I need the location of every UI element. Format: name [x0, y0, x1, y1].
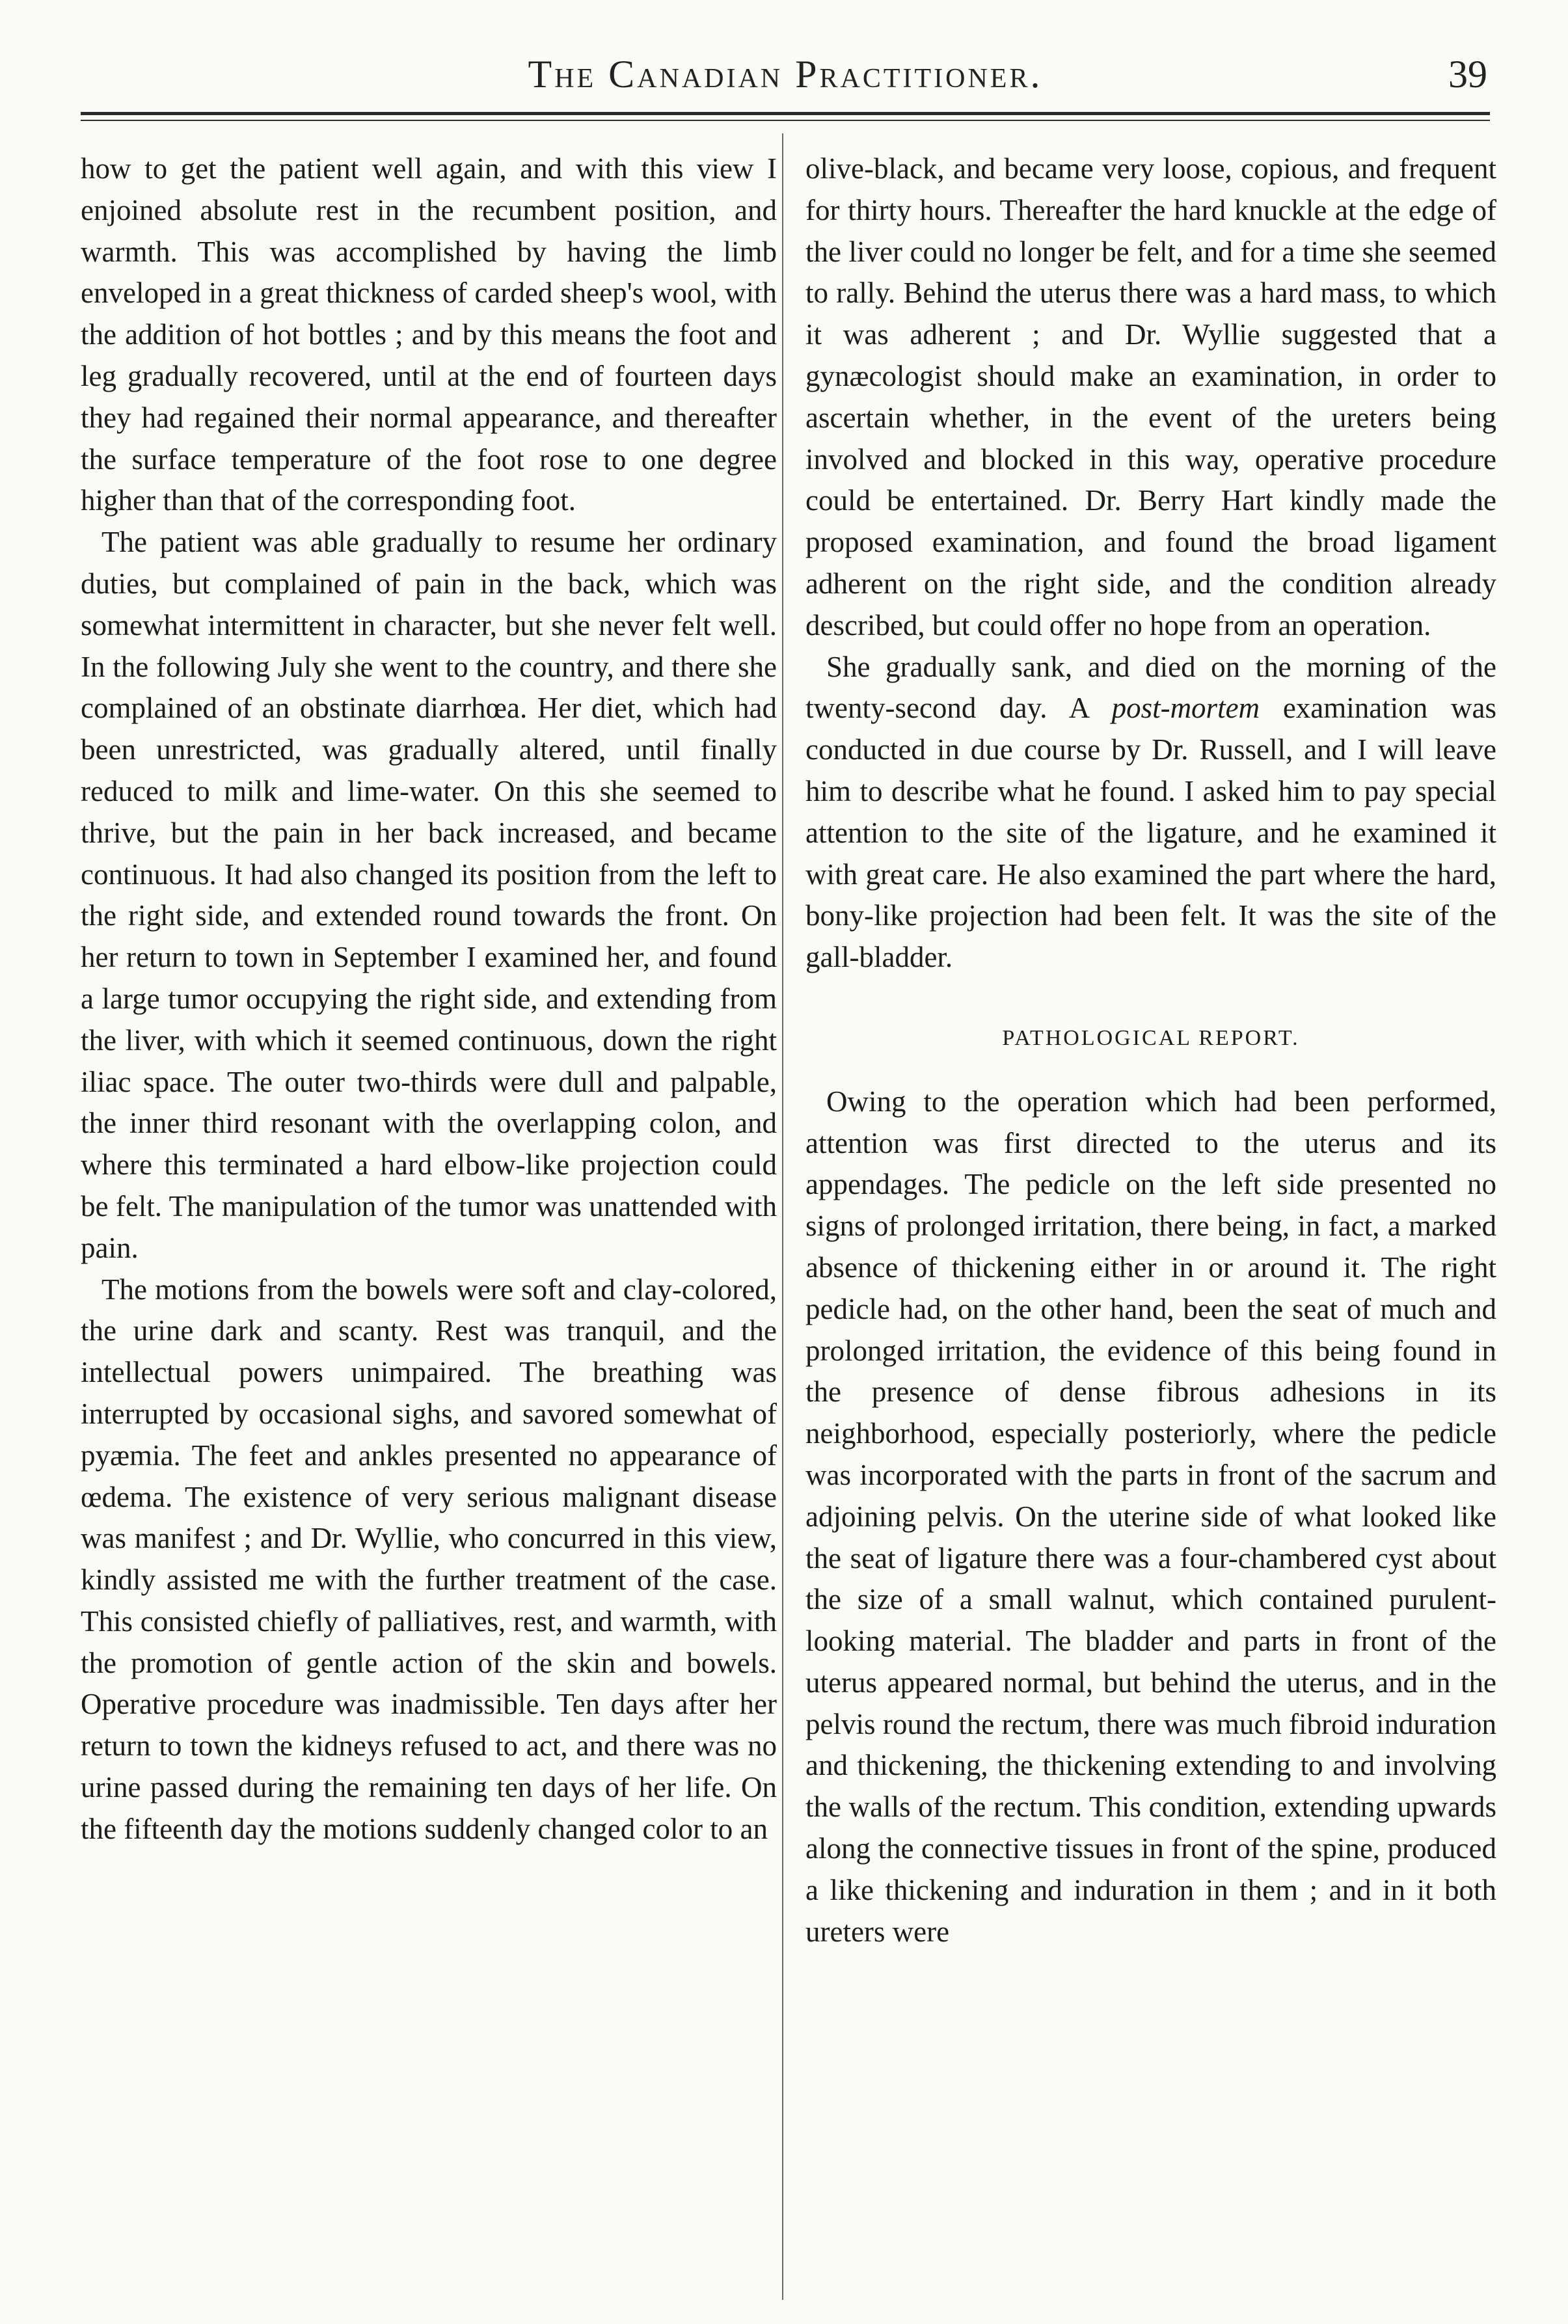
right-paragraph-2 — [805, 647, 1496, 979]
right-paragraph-2-start: She gradually sank, and died on the morning of the twenty-second day. A — [805, 650, 1496, 725]
left-paragraph-3: The motions from the bowels were soft and clay-colored, the urine dark and scanty. Rest was tranquil, and the intellectual powers unimpaired. The breathing was interrupted by occasional sighs, and savored somewhat of pyæmia. The feet and ankles presented no appearance of œdema. The existence of very serious malignant disease was manifest ; and Dr. Wyllie, who concurred in this view, kindly assisted me with the further treatment of the case. This consisted chiefly of palliatives, rest, and warmth, with the promotion of gentle action of the skin and bowels. Operative procedure was inadmissible. Ten days after her return to town the kidneys refused to act, and there was no urine passed during the remaining ten days of her life. On the fifteenth day the motions suddenly changed color to an — [81, 1273, 777, 1845]
post-mortem-term: post-mortem — [1111, 692, 1260, 725]
column-divider — [782, 133, 783, 2300]
page-number: 39 — [1448, 53, 1487, 96]
left-column — [81, 148, 777, 1850]
header-rule-thick — [81, 112, 1490, 115]
right-paragraph-3: Owing to the operation which had been performed, attention was first directed to the uterus and its appendages. The pedicle on the left side presented no signs of prolonged irritation, there being, in fact, a marked absence of thickening either in or around it. The right pedicle had, on the other hand, been the seat of much and prolonged irritation, the evidence of this being found in the presence of dense fibrous adhesions in its neighborhood, especially posteriorly, where the pedicle was incorporated with the parts in front of the sacrum and adjoining pelvis. On the uterine side of what looked like the seat of ligature there was a four-chambered cyst about the size of a small walnut, which contained purulent-looking material. The bladder and parts in front of the uterus appeared normal, but behind the uterus, and in the pelvis round the rectum, there was much fibroid induration and thickening, the thickening extending to and involving the walls of the rectum. This condition, extending upwards along the connective tissues in front of the spine, produced a like thickening and induration in them ; and in it both ureters were — [805, 1085, 1496, 1948]
right-paragraph-2-end: examination was conducted in due course by Dr. Russell, and I will leave him to describe what he found. I asked him to pay special attention to the site of the ligature, and he examined it with great care. He also examined the part where the hard, bony-like projection had been felt. It was the site of the gall-bladder. — [805, 692, 1496, 974]
header-rule-thin — [81, 120, 1490, 121]
left-paragraph-2: The patient was able gradually to resume her ordinary duties, but complained of pain in the back, which was somewhat intermittent in character, but she never felt well. In the following July she went to the country, and there she complained of an obstinate diarrhœa. Her diet, which had been unrestricted, was gradually altered, until finally reduced to milk and lime-water. On this she seemed to thrive, but the pain in her back increased, and became continuous. It had also changed its position from the left to the right side, and extended round towards the front. On her return to town in September I examined her, and found a large tumor occupying the right side, and extending from the liver, with which it seemed continuous, down the right iliac space. The outer two-thirds were dull and palpable, the inner third resonant with the overlapping colon, and where this terminated a hard elbow-like projection could be felt. The manipulation of the tumor was unattended with pain. — [81, 526, 777, 1264]
left-paragraph-1: how to get the patient well again, and with this view I enjoined absolute rest in the recumbent position, and warmth. This was accomplished by having the limb enveloped in a great thickness of carded sheep's wool, with the addition of hot bottles ; and by this means the foot and leg gradually recovered, until at the end of fourteen days they had regained their normal appearance, and thereafter the surface temperature of the foot rose to one degree higher than that of the corresponding foot. — [81, 152, 777, 517]
right-column — [805, 148, 1496, 1952]
running-header — [81, 47, 1490, 99]
pathological-report-heading: PATHOLOGICAL REPORT. — [1002, 1025, 1300, 1050]
right-paragraph-1: olive-black, and became very loose, copious, and frequent for thirty hours. Thereafter the hard knuckle at the edge of the liver could no longer be felt, and for a time she seemed to rally. Behind the uterus there was a hard mass, to which it was adherent ; and Dr. Wyllie suggested that a gynæcologist should make an examination, in order to ascertain whether, in the event of the ureters being involved and blocked in this way, operative procedure could be entertained. Dr. Berry Hart kindly made the proposed examination, and found the broad ligament adherent on the right side, and the condition already described, but could offer no hope from an operation. — [805, 152, 1496, 642]
journal-title: The Canadian Practitioner. — [528, 53, 1043, 96]
